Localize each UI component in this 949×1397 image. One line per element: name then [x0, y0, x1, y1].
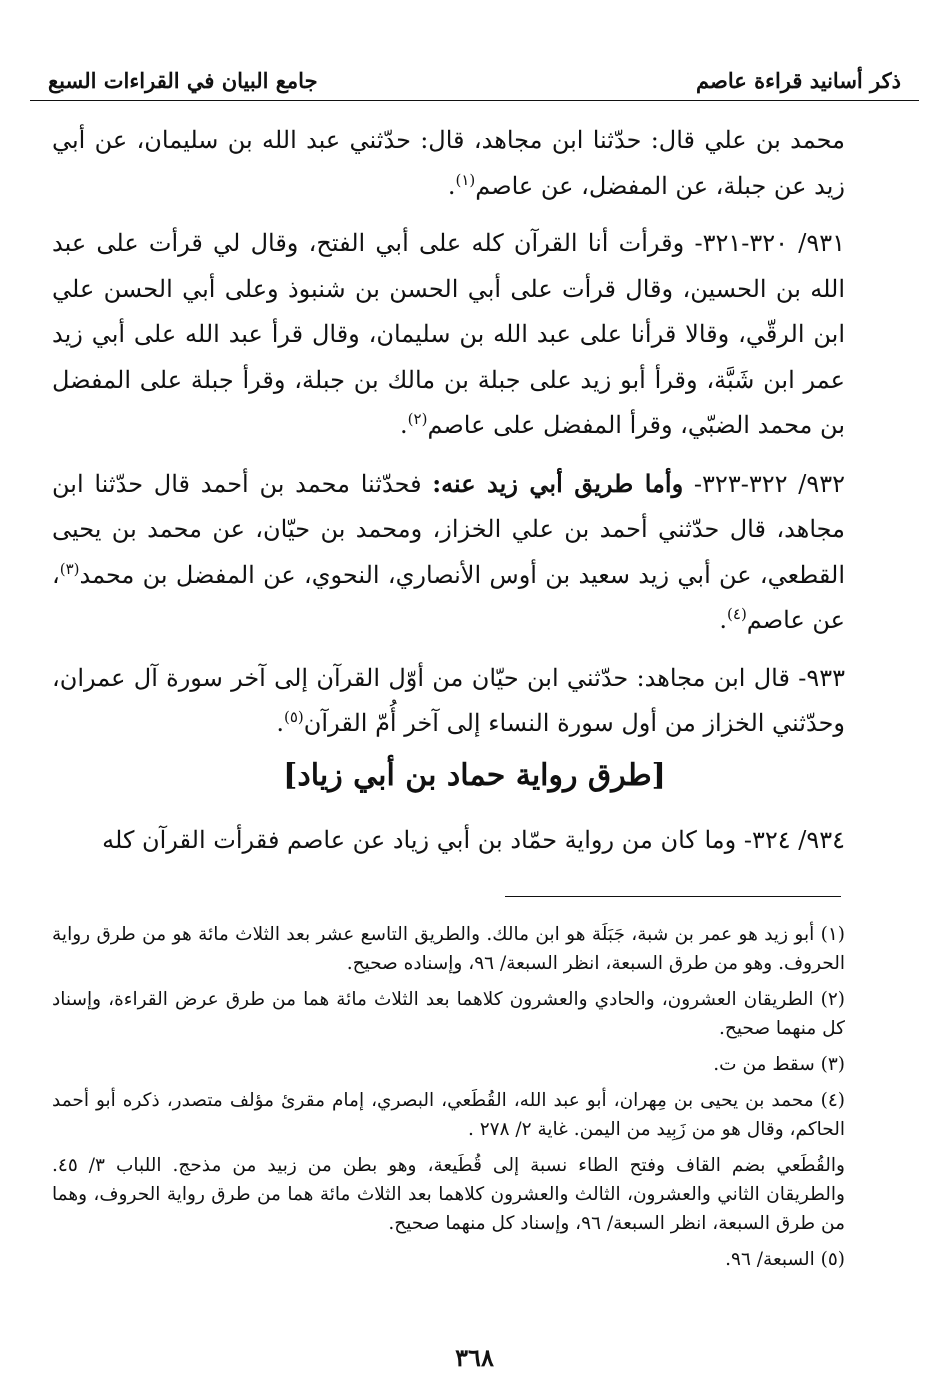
paragraph-932-number: ٩٣٢/ ٣٢٢-٣٢٣-	[683, 469, 845, 498]
paragraph-931	[52, 221, 845, 449]
section-title: [طرق رواية حماد بن أبي زياد]	[283, 758, 666, 793]
paragraph-1-text: محمد بن علي قال: حدّثنا ابن مجاهد، قال: حدّثني عبد الله بن سليمان، عن أبي زيد عن جبلة، عن المفضل، عن عاصم	[52, 126, 845, 200]
footnote-ref-5: (٥)	[284, 708, 304, 726]
footnote-ref-2: (٢)	[407, 410, 428, 428]
paragraph-933	[52, 656, 845, 747]
paragraph-931-text: ٩٣١/ ٣٢٠-٣٢١- وقرأت أنا القرآن كله على أبي الفتح، وقال لي قرأت على عبد الله بن الحسين، وقال قرأت على أبي الحسن بن شنبوذ وعلى أبي الحسن علي ابن الرقّي، وقالا قرأنا على عبد الله بن سليمان، وقال قرأ عبد الله على أبي زيد عمر ابن شَبَّة، وقرأ أبو زيد على جبلة بن مالك بن جبلة، وقرأ جبلة على المفضل بن محمد الضبّي، وقرأ المفضل على عاصم	[52, 229, 845, 439]
footnote-2: (٢) الطريقان العشرون، والحادي والعشرون كلاهما بعد الثلاث مائة هما من طرق عرض القراءة، وإسناد كل منهما صحيح.	[52, 989, 845, 1039]
paragraph-933-text: ٩٣٣- قال ابن مجاهد: حدّثني ابن حيّان من أوّل القرآن إلى آخر سورة آل عمران، وحدّثني الخزاز من أول سورة النساء إلى آخر أُمّ القرآن	[52, 663, 845, 737]
footnote-ref-4: (٤)	[727, 605, 747, 623]
paragraph-933-end: .	[276, 709, 284, 737]
paragraph-934: ٩٣٤/ ٣٢٤- وما كان من رواية حمّاد بن أبي زياد عن عاصم فقرأت القرآن كله	[102, 826, 845, 854]
running-head	[30, 66, 919, 101]
paragraph-932-text: فحدّثنا محمد بن أحمد قال حدّثنا ابن مجاهد، قال حدّثني أحمد بن علي الخزاز، ومحمد بن حيّان، عن محمد بن يحيى القطعي، عن أبي زيد سعيد بن أوس الأنصاري، النحوي، عن المفضل بن محمد	[52, 469, 845, 589]
paragraph-932	[52, 461, 845, 644]
page-number: ٣٦٨	[455, 1343, 494, 1372]
footnote-1: (١) أبو زيد هو عمر بن شبة، جَبَلَة هو ابن مالك. والطريق التاسع عشر بعد الثلاث مائة هو من طرق رواية الحروف. وهو من طرق السبعة، انظر السبعة/ ٩٦، وإسناده صحيح.	[52, 924, 845, 974]
book-title: جامع البيان في القراءات السبع	[48, 68, 318, 93]
footnote-4-continued: والقُطَعي بضم القاف وفتح الطاء نسبة إلى قُطَيعة، وهو بطن من زبيد من مذحج. اللباب ٣/ ٤٥. والطريقان الثاني والعشرون، الثالث والعشرون كلاهما بعد الثلاث مائة هما من طرق رواية الحروف، وهما من طرق السبعة، انظر السبعة/ ٩٦، وإسناد كل منهما صحيح.	[52, 1155, 845, 1234]
paragraph-931-end: .	[400, 411, 408, 439]
footnote-ref-3: (٣)	[59, 559, 80, 578]
footnote-3: (٣) سقط من ت.	[713, 1054, 845, 1075]
chapter-title: ذكر أسانيد قراءة عاصم	[696, 68, 901, 93]
main-text	[52, 118, 845, 759]
paragraph-932-heading: وأما طريق أبي زيد عنه:	[432, 468, 684, 498]
footnote-4: (٤) محمد بن يحيى بن مِهران، أبو عبد الله، القُطَعي، البصري، إمام مقرئ مؤلف متصدر، ذكره أبو أحمد الحاكم، وقال هو من زَبِيد من اليمن. غاية ٢/ ٢٧٨ .	[52, 1090, 845, 1140]
paragraph-1-end: .	[447, 171, 456, 200]
paragraph-1	[52, 118, 845, 209]
footnote-5: (٥) السبعة/ ٩٦.	[725, 1249, 845, 1270]
footnote-divider	[505, 896, 841, 897]
paragraph-932-mid: ، عن عاصم	[52, 560, 845, 634]
footnotes	[52, 920, 845, 1281]
footnote-ref-1: (١)	[455, 170, 476, 189]
paragraph-932-end: .	[719, 606, 728, 634]
